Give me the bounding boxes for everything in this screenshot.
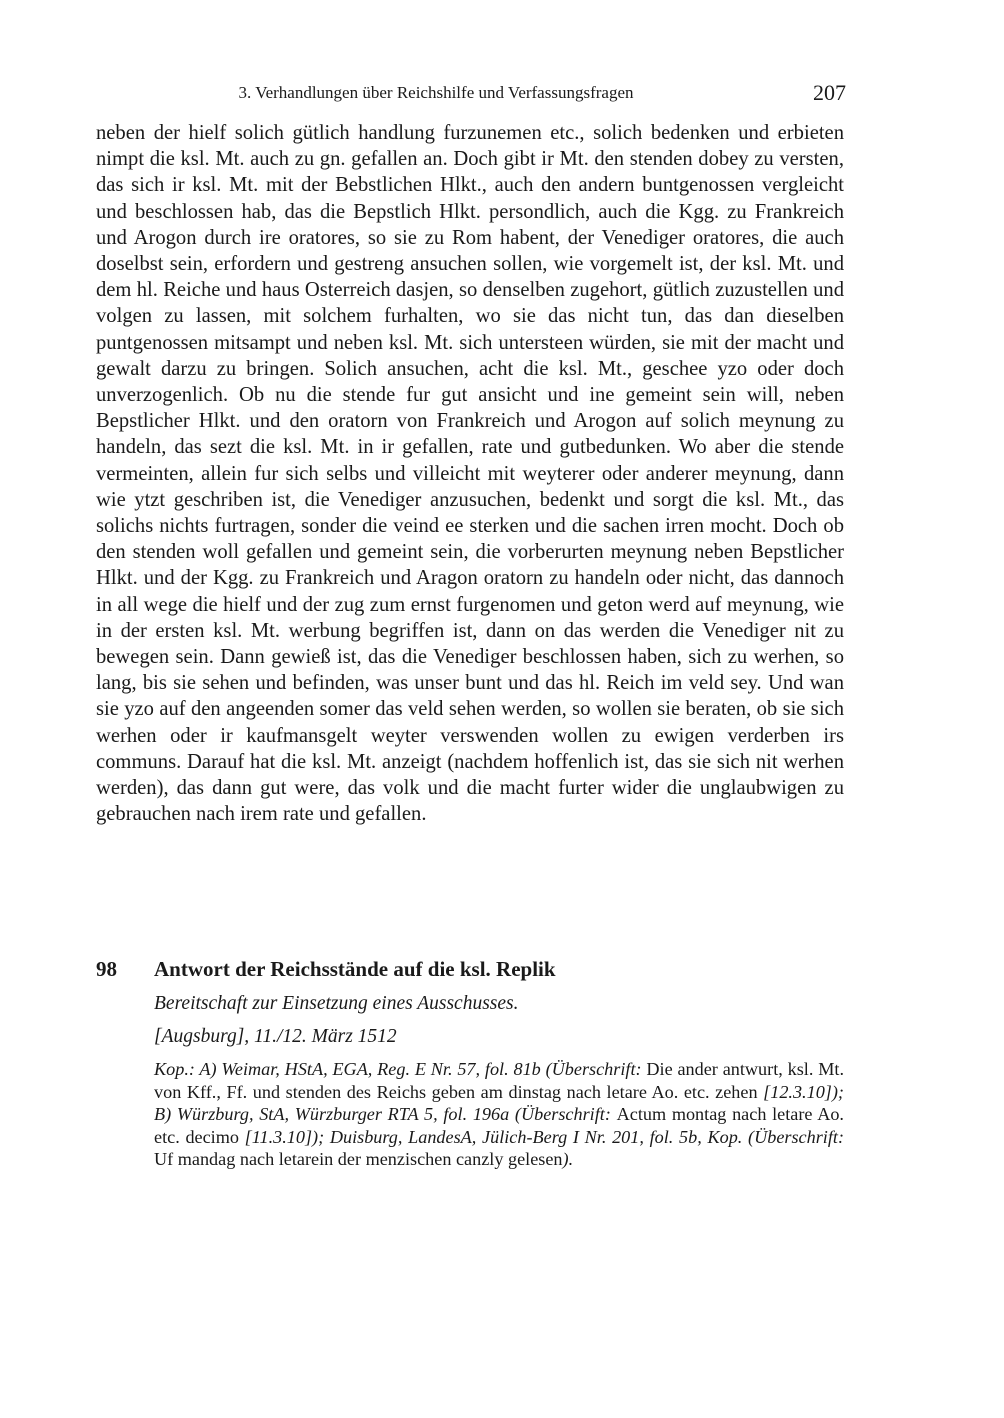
running-head [96, 80, 846, 108]
provenance-segment: Uf mandag nach letarein der menzischen canzly gelesen [154, 1149, 563, 1169]
provenance-segment: Die ander antwurt, ksl. Mt. von Kff., Ff. und stenden des Reichs geben am dinstag nach letare Ao. etc. zehen [154, 1059, 844, 1102]
page-number: 207 [813, 80, 846, 105]
document-title: Antwort der Reichsstände auf die ksl. Replik [154, 957, 556, 981]
document-number: 98 [96, 957, 117, 981]
provenance-segment: Kop.: A) Weimar, HStA, EGA, Reg. E Nr. 57, fol. 81b (Überschrift: [154, 1059, 647, 1079]
document-date: [Augsburg], 11./12. März 1512 [154, 1026, 397, 1047]
provenance-segment: ). [562, 1149, 574, 1169]
document-summary: Bereitschaft zur Einsetzung eines Ausschusses. [154, 993, 519, 1014]
provenance-note [154, 1058, 844, 1171]
provenance-segment: Actum montag nach letare Ao. etc. decimo [154, 1104, 844, 1147]
provenance-segment: [11.3.10]); Duisburg, LandesA, Jülich-Berg I Nr. 201, fol. 5b, Kop. (Überschrift: [244, 1126, 845, 1147]
running-title: 3. Verhandlungen über Reichshilfe und Verfassungsfragen [238, 83, 634, 102]
body-paragraph: neben der hielf solich gütlich handlung furzunemen etc., solich bedenken und erbieten nimpt die ksl. Mt. auch zu gn. gefallen an. Doch gibt ir Mt. den stenden dobey zu versten, das sich ir ksl. Mt. mit der Bebstlichen Hlkt., auch den andern buntgenossen vergleicht und beschlossen hab, das die Bepstlich Hlkt. persondlich, auch die Kgg. zu Frankreich und Arogon durch ire oratores, so sie zu Rom habent, der Venediger oratores, die auch doselbst sein, erfordern und gestreng ansuchen sollen, wie vorgemelt ist, der ksl. Mt. und dem hl. Reiche und haus Osterreich dasjen, so denselben zugehort, gütlich zuzustellen und volgen zu lassen, mit solchem furhalten, wo sie das nicht tun, das dan dieselben puntgenossen mitsampt und neben ksl. Mt. sich untersteen würden, sie mit der macht und gewalt darzu zu bringen. Solich ansuchen, acht die ksl. Mt., geschee yzo oder doch unverzogenlich. Ob nu die stende fur gut ansicht und ine gemeint sein will, neben Bepstlicher Hlkt. und den oratorn von Frankreich und Arogon auf solich meynung zu handeln, das sezt die ksl. Mt. in ir gefallen, rate und gutbedunken. Wo aber die stende vermeinten, allein fur sich selbs und villeicht mit weyterer oder anderer meynung, dann wie ytzt geschriben ist, die Venediger anzusuchen, bedenkt und sorgt die ksl. Mt., das solichs nichts furtragen, sonder die veind ee sterken und die sachen irren mocht. Doch ob den stenden woll gefallen und gemeint sein, die vorberurten meynung neben Bepstlicher Hlkt. und der Kgg. zu Frankreich und Aragon oratorn zu handeln oder nicht, das dannoch in all wege die hielf und der zug zum ernst furgenomen und geton werd auf meynung, wie in der ersten ksl. Mt. werbung begriffen ist, dann on das werden die Venediger nit zu bewegen sein. Dann gewieß ist, das die Venediger beschlossen haben, sich zu werhen, so lang, bis sie sehen und befinden, was unser bunt und das hl. Reich im veld sey. Und wan sie yzo auf den angeenden somer das veld sehen werden, so wollen sie beraten, ob sie sich werhen oder ir kaufmansgelt weyter verswenden wollen zu ewigen verderben irs communs. Darauf hat die ksl. Mt. anzeigt (nachdem hoffenlich ist, das sie sich nit werhen werden), das dann gut were, das volk und die macht furter wider die unglaubwigen zu gebrauchen nach irem rate und gefallen. [96, 122, 844, 826]
provenance-segment: [12.3.10]); B) Würzburg, StA, Würzburger RTA 5, fol. 196a (Überschrift: [154, 1081, 844, 1124]
